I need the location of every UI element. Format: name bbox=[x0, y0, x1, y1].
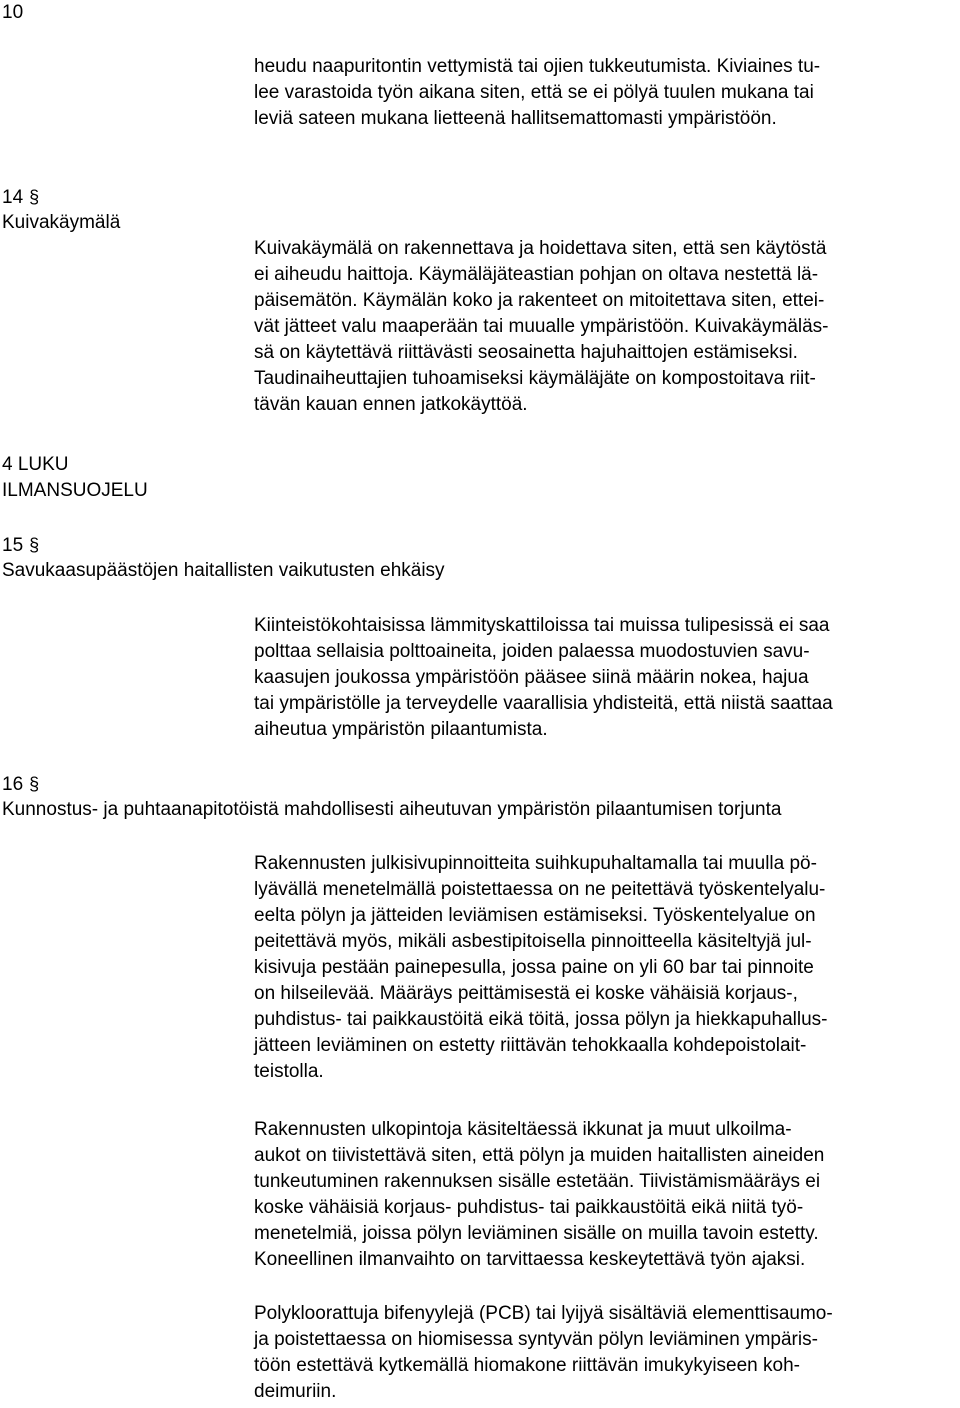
text-line: kisivuja pestään painepesulla, jossa paine on yli 60 bar tai pinnoite bbox=[254, 957, 814, 978]
section-title: Savukaasupäästöjen haitallisten vaikutusten ehkäisy bbox=[2, 560, 445, 581]
section-title: Kunnostus- ja puhtaanapitotöistä mahdollisesti aiheutuvan ympäristön pilaantumisen torjunta bbox=[2, 799, 782, 820]
section-symbol-icon: § bbox=[29, 774, 40, 794]
text-line: ja poistettaessa on hiomisessa syntyvän pölyn leviäminen ympäris- bbox=[254, 1329, 818, 1350]
section-number-value: 15 bbox=[2, 535, 24, 556]
text-line: ei aiheudu haittoja. Käymäläjäteastian pohjan on oltava nestettä lä- bbox=[254, 264, 819, 285]
text-line: lyävällä menetelmällä poistettaessa on ne peitettävä työskentelyalu- bbox=[254, 879, 826, 900]
text-line: aukot on tiivistettävä siten, että pölyn ja muiden haitallisten aineiden bbox=[254, 1145, 825, 1166]
text-line: tai ympäristölle ja terveydelle vaarallisia yhdisteitä, että niistä saattaa bbox=[254, 693, 833, 714]
section-symbol-icon: § bbox=[29, 187, 40, 207]
text-line: aiheutua ympäristön pilaantumista. bbox=[254, 719, 548, 740]
text-line: Taudinaiheuttajien tuhoamiseksi käymäläjäte on kompostoitava riit- bbox=[254, 368, 816, 389]
text-line: deimuriin. bbox=[254, 1381, 337, 1402]
text-line: kaasujen joukossa ympäristöön pääsee siinä määrin nokea, hajua bbox=[254, 667, 809, 688]
text-line: menetelmiä, joissa pölyn leviäminen sisälle on muilla tavoin estetty. bbox=[254, 1223, 819, 1244]
chapter-label: 4 LUKU bbox=[2, 454, 69, 475]
section-number-value: 14 bbox=[2, 187, 24, 208]
text-line: Rakennusten julkisivupinnoitteita suihkupuhaltamalla tai muulla pö- bbox=[254, 853, 817, 874]
text-line: Koneellinen ilmanvaihto on tarvittaessa keskeytettävä työn ajaksi. bbox=[254, 1249, 806, 1270]
text-line: tunkeutuminen rakennuksen sisälle estetään. Tiivistämismääräys ei bbox=[254, 1171, 821, 1192]
text-line: Polykloorattuja bifenyylejä (PCB) tai lyijyä sisältäviä elementtisaumo- bbox=[254, 1303, 833, 1324]
text-line: teistolla. bbox=[254, 1061, 324, 1082]
section-symbol-icon: § bbox=[29, 535, 40, 555]
text-line: sä on käytettävä riittävästi seosainetta hajuhaittojen estämiseksi. bbox=[254, 342, 798, 363]
text-line: peitettävä myös, mikäli asbestipitoisella pinnoitteella käsiteltyjä jul- bbox=[254, 931, 812, 952]
text-line: koske vähäisiä korjaus- puhdistus- tai paikkaustöitä eikä niitä työ- bbox=[254, 1197, 804, 1218]
text-line: vät jätteet valu maaperään tai muualle ympäristöön. Kuivakäymäläs- bbox=[254, 316, 829, 337]
page-number: 10 bbox=[2, 2, 24, 23]
text-line: on hilseilevää. Määräys peittämisestä ei koske vähäisiä korjaus-, bbox=[254, 983, 798, 1004]
text-line: Kuivakäymälä on rakennettava ja hoidettava siten, että sen käytöstä bbox=[254, 238, 827, 259]
text-line: lee varastoida työn aikana siten, että se ei pölyä tuulen mukana tai bbox=[254, 82, 814, 103]
section-title: Kuivakäymälä bbox=[2, 212, 121, 233]
text-line: heudu naapuritontin vettymistä tai ojien tukkeutumista. Kiviaines tu- bbox=[254, 56, 821, 77]
section-number bbox=[2, 771, 39, 798]
section-number bbox=[2, 532, 39, 559]
section-number-value: 16 bbox=[2, 774, 24, 795]
section-number bbox=[2, 184, 39, 211]
text-line: puhdistus- tai paikkaustöitä eikä töitä, jossa pölyn ja hiekkapuhallus- bbox=[254, 1009, 828, 1030]
text-line: päisemätön. Käymälän koko ja rakenteet on mitoitettava siten, ettei- bbox=[254, 290, 825, 311]
chapter-title: ILMANSUOJELU bbox=[2, 480, 148, 501]
text-line: eelta pölyn ja jätteiden leviämisen estämiseksi. Työskentelyalue on bbox=[254, 905, 816, 926]
text-line: tävän kauan ennen jatkokäyttöä. bbox=[254, 394, 528, 415]
text-line: polttaa sellaisia polttoaineita, joiden palaessa muodostuvien savu- bbox=[254, 641, 810, 662]
text-line: jätteen leviäminen on estetty riittävän tehokkaalla kohdepoistolait- bbox=[254, 1035, 807, 1056]
text-line: Kiinteistökohtaisissa lämmityskattiloissa tai muissa tulipesissä ei saa bbox=[254, 615, 830, 636]
text-line: leviä sateen mukana lietteenä hallitsemattomasti ympäristöön. bbox=[254, 108, 777, 129]
text-line: Rakennusten ulkopintoja käsiteltäessä ikkunat ja muut ulkoilma- bbox=[254, 1119, 792, 1140]
text-line: töön estettävä kytkemällä hiomakone riittävän imukykyiseen koh- bbox=[254, 1355, 800, 1376]
